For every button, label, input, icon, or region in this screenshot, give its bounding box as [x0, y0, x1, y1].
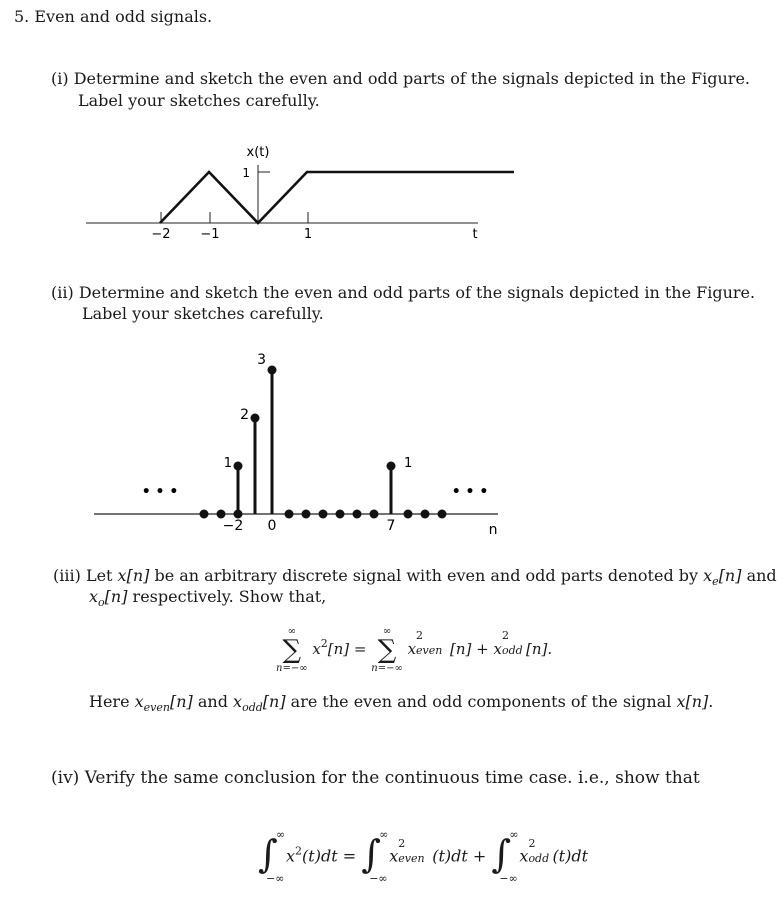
sum-upper-left: ∞: [287, 626, 296, 637]
part-i-line1: [51, 68, 750, 90]
zero-sample-n4: [336, 510, 345, 519]
xo-tail: [n]: [104, 587, 128, 606]
integral-upper-2: ∞: [379, 828, 389, 841]
stem-head-n7: [387, 462, 396, 471]
integral-symbol-2: ∫: [361, 832, 382, 876]
n-tick-label-minus2: −2: [222, 518, 244, 534]
integral-symbol-3: ∫: [491, 832, 512, 876]
part-ii-label: (ii): [51, 283, 74, 302]
here-odd-tail: [n]: [262, 692, 286, 711]
zero-sample-n-4: [200, 510, 209, 519]
here-and: and: [192, 692, 234, 711]
here-x-even: x: [134, 692, 144, 711]
part-iii-text-b: be an arbitrary discrete signal with even and odd parts denoted by: [149, 566, 704, 585]
part-iii-line2: [89, 586, 326, 614]
stem-label-n-7: 1: [404, 456, 413, 471]
int-even-sub: even: [398, 851, 425, 865]
integral-lower-2: −∞: [369, 872, 388, 885]
rhs-odd-sup: 2: [502, 629, 509, 642]
lhs-sup: 2: [320, 637, 328, 650]
figure-continuous-signal: [0, 130, 783, 250]
n-tick-label-7: 7: [386, 518, 396, 534]
stem-label-n-0: 3: [257, 352, 266, 368]
signal-x-t: [160, 172, 514, 223]
sum-symbol-left: ∑: [282, 635, 302, 665]
t-axis-label: t: [472, 227, 478, 242]
part-iii-text-c: respectively. Show that,: [127, 587, 327, 606]
part-iii-text-a: Let: [85, 566, 118, 585]
here-rest: are the even and odd components of the signal: [285, 692, 677, 711]
sum-lower-right: n=−∞: [371, 663, 403, 674]
stem-label-n-minus2: 1: [223, 456, 232, 471]
int-even-scripts: [398, 836, 432, 865]
part-iv-label: (iv): [51, 768, 80, 788]
int-odd-tail: (t)dt: [552, 846, 589, 866]
rhs-even-sup: 2: [416, 629, 424, 642]
xe-tail: [n]: [718, 566, 742, 585]
rhs-tail: [n].: [526, 640, 553, 658]
here-odd-sub: odd: [242, 701, 263, 714]
sum-lower-left: n=−∞: [276, 663, 308, 674]
rhs-x-even: x: [407, 640, 417, 658]
sum-operator-right: [371, 626, 403, 674]
rhs-even-sub: even: [416, 644, 443, 657]
here-end: .: [708, 692, 714, 711]
part-iii-label: (iii): [53, 566, 81, 585]
ellipsis-right: • • •: [451, 484, 489, 500]
here-x-odd: x: [233, 692, 243, 711]
zero-sample-n10: [438, 510, 447, 519]
int-odd-scripts: [528, 836, 552, 865]
sum-symbol-right: ∑: [377, 635, 397, 665]
xe-base: x: [703, 566, 713, 585]
int-even-tail: (t)dt +: [432, 846, 487, 866]
int-lhs-x: x: [286, 846, 296, 866]
x-tick-label-minus2: −2: [151, 227, 171, 242]
stem-head-n0: [268, 366, 277, 375]
here-even-sub: even: [143, 701, 170, 714]
stem-label-n-minus1: 2: [240, 407, 249, 423]
int-lhs-sup: 2: [295, 844, 303, 858]
zero-sample-n2: [302, 510, 311, 519]
question-title: Even and odd signals.: [34, 7, 213, 26]
integral-operator-1: [258, 830, 286, 884]
integral-operator-2: [361, 830, 389, 884]
n-axis-label: n: [488, 522, 498, 538]
x-tick-label-minus1: −1: [200, 227, 220, 242]
sum-equation: [276, 626, 552, 674]
question-heading: [14, 6, 212, 28]
part-i-text-1: Determine and sketch the even and odd parts of the signals depicted in the Figure.: [73, 69, 750, 88]
part-i-label: (i): [51, 69, 69, 88]
integral-symbol-1: ∫: [258, 832, 278, 876]
signal-x-n: x[n]: [117, 566, 150, 585]
integral-upper-3: ∞: [509, 828, 519, 841]
int-even-sup: 2: [398, 836, 406, 850]
part-ii-text-1: Determine and sketch the even and odd parts of the signals depicted in the Figure.: [78, 283, 756, 302]
part-i-text-2: Label your sketches carefully.: [78, 91, 320, 110]
integral-lower-3: −∞: [499, 872, 518, 885]
here-signal: x[n]: [676, 692, 709, 711]
zero-sample-n3: [319, 510, 328, 519]
integral-lower-1: −∞: [266, 872, 285, 885]
part-iv-text: Verify the same conclusion for the continuous time case. i.e., show that: [84, 768, 700, 788]
int-odd-sup: 2: [528, 836, 536, 850]
sum-operator-left: [276, 626, 308, 674]
question-number: 5.: [14, 7, 30, 26]
n-tick-label-0: 0: [267, 518, 277, 534]
xo-base: x: [89, 587, 99, 606]
part-ii-line1: [51, 282, 755, 304]
rhs-mid: [n] +: [450, 640, 494, 658]
ellipsis-left: • • •: [141, 484, 179, 500]
integral-operator-3: [491, 830, 519, 884]
lhs-tail: [n] =: [327, 640, 367, 658]
part-iv-line: [51, 767, 700, 789]
int-x-odd: x: [519, 846, 529, 866]
sum-upper-right: ∞: [382, 626, 392, 637]
rhs-even-scripts: [416, 629, 450, 657]
rhs-x-odd: x: [493, 640, 502, 658]
x-tick-label-1: 1: [303, 227, 313, 242]
y-tick-label: 1: [242, 166, 250, 180]
y-label: x(t): [246, 145, 270, 160]
xe-sub: e: [712, 575, 719, 588]
xo-sub: o: [98, 596, 105, 609]
rhs-odd-scripts: [502, 629, 526, 657]
here-text: Here: [89, 692, 135, 711]
zero-sample-n9: [421, 510, 430, 519]
zero-sample-n1: [285, 510, 294, 519]
zero-sample-n5: [353, 510, 362, 519]
zero-sample-n8: [404, 510, 413, 519]
stem-head-n-1: [251, 414, 260, 423]
zero-sample-n6: [370, 510, 379, 519]
integral-equation: [258, 830, 588, 884]
integral-upper-1: ∞: [276, 828, 286, 841]
part-ii-text-2: Label your sketches carefully.: [82, 304, 324, 323]
figure-discrete-signal: [0, 340, 783, 540]
lhs-x: x: [312, 640, 321, 658]
int-odd-sub: odd: [528, 851, 550, 865]
rhs-odd-sub: odd: [502, 644, 523, 657]
int-x-even: x: [389, 846, 399, 866]
here-even-tail: [n]: [169, 692, 193, 711]
part-iii-and: and: [741, 566, 777, 585]
part-iii-here-line: [89, 691, 713, 719]
stem-head-n-2: [234, 462, 243, 471]
int-lhs-tail: (t)dt =: [302, 846, 357, 866]
